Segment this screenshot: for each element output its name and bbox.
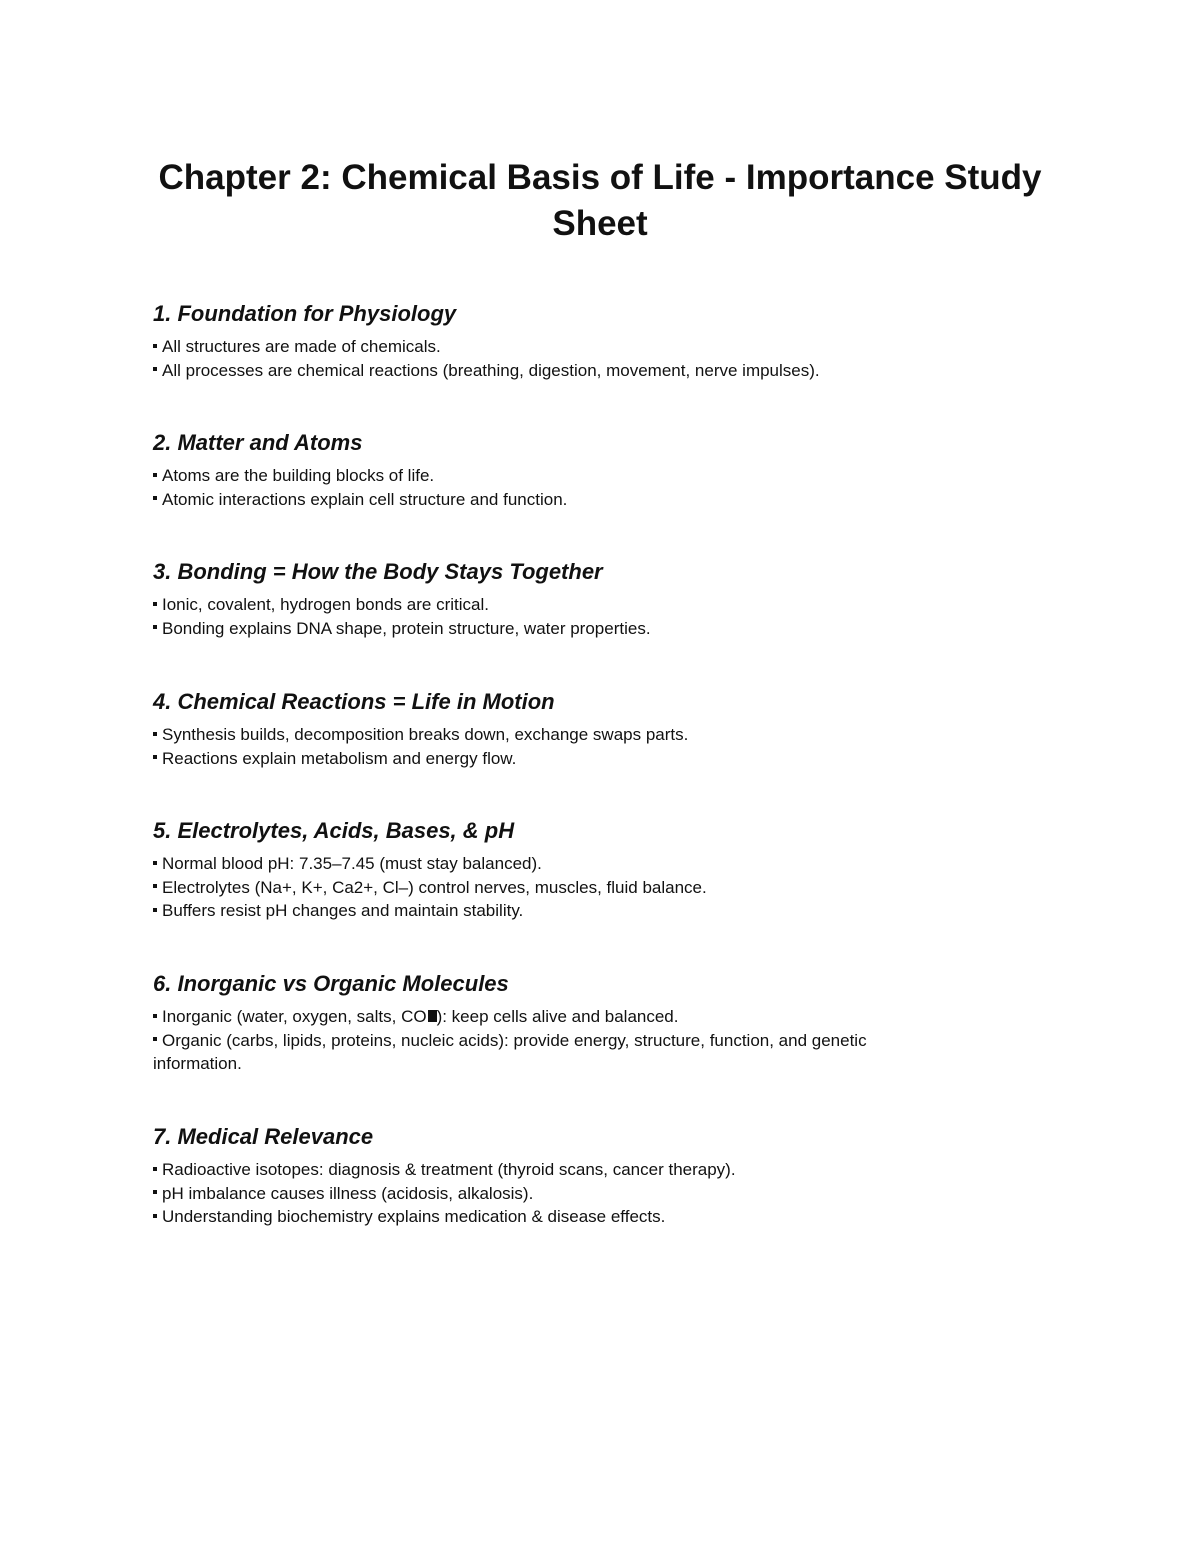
- bullet-icon: [153, 1037, 157, 1041]
- bullet-icon: [153, 367, 157, 371]
- bullet-item: Radioactive isotopes: diagnosis & treatment (thyroid scans, cancer therapy).: [153, 1158, 1053, 1182]
- bullet-item: Inorganic (water, oxygen, salts, CO ): keep cells alive and balanced.: [153, 1005, 1053, 1029]
- bullet-item: pH imbalance causes illness (acidosis, alkalosis).: [153, 1182, 1053, 1206]
- section-inorganic-vs-organic: [153, 969, 1053, 1076]
- bullet-item: Atomic interactions explain cell structure and function.: [153, 488, 1053, 512]
- section-matter-and-atoms: [153, 428, 1053, 511]
- bullet-item: Understanding biochemistry explains medication & disease effects.: [153, 1205, 1053, 1229]
- bullet-icon: [153, 625, 157, 629]
- bullet-icon: [153, 344, 157, 348]
- bullet-continuation: information.: [153, 1054, 242, 1073]
- section-heading: 2. Matter and Atoms: [153, 430, 363, 455]
- section-medical-relevance: [153, 1122, 1053, 1229]
- bullet-item: Synthesis builds, decomposition breaks down, exchange swaps parts.: [153, 723, 1053, 747]
- page-title: Chapter 2: Chemical Basis of Life - Importance Study Sheet: [158, 158, 1042, 243]
- bullet-item: Electrolytes (Na+, K+, Ca2+, Cl–) control nerves, muscles, fluid balance.: [153, 876, 1053, 900]
- section-bonding: [153, 557, 1053, 640]
- bullet-icon: [153, 473, 157, 477]
- section-heading: 6. Inorganic vs Organic Molecules: [153, 971, 509, 996]
- bullet-icon: [153, 602, 157, 606]
- section-chemical-reactions: [153, 687, 1053, 770]
- bullet-icon: [153, 1214, 157, 1218]
- section-heading: 1. Foundation for Physiology: [153, 301, 457, 326]
- bullet-icon: [153, 861, 157, 865]
- missing-glyph-icon: [428, 1010, 437, 1022]
- bullet-item: Ionic, covalent, hydrogen bonds are critical.: [153, 593, 1053, 617]
- bullet-item: All structures are made of chemicals.: [153, 335, 1053, 359]
- bullet-item: All processes are chemical reactions (breathing, digestion, movement, nerve impulses).: [153, 359, 1053, 383]
- section-heading: 3. Bonding = How the Body Stays Together: [153, 559, 603, 584]
- section-heading: 4. Chemical Reactions = Life in Motion: [153, 689, 555, 714]
- bullet-item: Atoms are the building blocks of life.: [153, 464, 1053, 488]
- section-foundation-for-physiology: [153, 299, 1053, 382]
- bullet-icon: [153, 732, 157, 736]
- bullet-item: Buffers resist pH changes and maintain stability.: [153, 899, 1053, 923]
- bullet-icon: [153, 496, 157, 500]
- bullet-icon: [153, 908, 157, 912]
- section-heading: 7. Medical Relevance: [153, 1124, 374, 1149]
- bullet-icon: [153, 884, 157, 888]
- bullet-icon: [153, 1190, 157, 1194]
- bullet-item: Normal blood pH: 7.35–7.45 (must stay balanced).: [153, 852, 1053, 876]
- section-electrolytes-acids-bases-ph: [153, 816, 1053, 923]
- bullet-icon: [153, 755, 157, 759]
- bullet-icon: [153, 1167, 157, 1171]
- bullet-item: Organic (carbs, lipids, proteins, nucleic acids): provide energy, structure, function, and genetic: [153, 1029, 1053, 1053]
- bullet-item: Bonding explains DNA shape, protein structure, water properties.: [153, 617, 1053, 641]
- section-heading: 5. Electrolytes, Acids, Bases, & pH: [153, 818, 515, 843]
- bullet-item: Reactions explain metabolism and energy flow.: [153, 747, 1053, 771]
- bullet-icon: [153, 1014, 157, 1018]
